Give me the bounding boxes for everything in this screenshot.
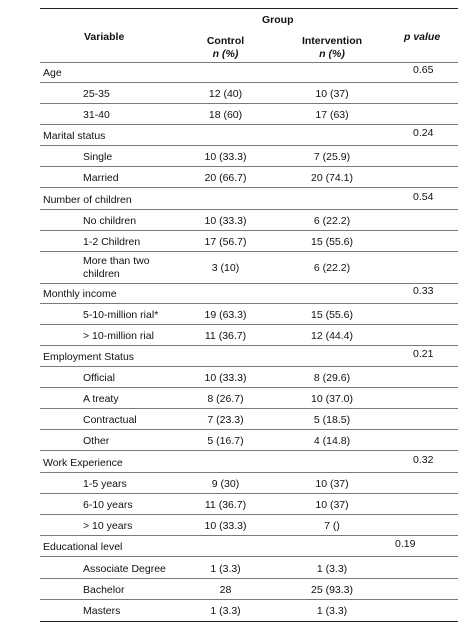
row-label: Other xyxy=(83,435,110,447)
row-divider xyxy=(40,556,458,557)
row-divider xyxy=(40,450,458,451)
control-value: 8 (26.7) xyxy=(207,393,244,405)
intervention-value: 1 (3.3) xyxy=(316,563,348,575)
row-divider xyxy=(40,303,458,304)
row-label: More than two children xyxy=(83,255,150,280)
row-label: A treaty xyxy=(83,393,119,405)
table-bottom-rule xyxy=(40,621,458,622)
row-divider xyxy=(40,472,458,473)
row-divider xyxy=(40,599,458,600)
control-value: 12 (40) xyxy=(208,88,243,100)
intervention-value: 7 (25.9) xyxy=(313,151,351,163)
row-divider xyxy=(40,514,458,515)
intervention-value: 10 (37) xyxy=(315,88,349,100)
intervention-value: 10 (37) xyxy=(315,499,349,511)
control-value: 10 (33.3) xyxy=(204,520,247,532)
control-value: 9 (30) xyxy=(211,478,240,490)
section-label-age: Age xyxy=(43,67,62,79)
control-value: 1 (3.3) xyxy=(210,563,241,575)
intervention-value: 10 (37.0) xyxy=(310,393,354,405)
section-label-work-experience: Work Experience xyxy=(43,457,123,469)
control-value: 7 (23.3) xyxy=(207,414,244,426)
row-divider xyxy=(40,230,458,231)
row-divider xyxy=(40,535,458,536)
row-divider xyxy=(40,103,458,104)
row-divider xyxy=(40,124,458,125)
row-divider xyxy=(40,366,458,367)
intervention-value: 8 (29.6) xyxy=(313,372,351,384)
p-value-marital-status: 0.24 xyxy=(413,127,434,139)
row-divider xyxy=(40,145,458,146)
row-label: Bachelor xyxy=(83,584,125,596)
row-label: Married xyxy=(83,172,119,184)
intervention-value: 5 (18.5) xyxy=(313,414,351,426)
control-value: 10 (33.3) xyxy=(204,215,247,227)
p-value-number-of-children: 0.54 xyxy=(413,191,434,203)
intervention-value: 7 () xyxy=(324,520,340,532)
section-label-employment-status: Employment Status xyxy=(43,351,135,363)
row-label: 1-5 years xyxy=(83,478,127,490)
control-value: 17 (56.7) xyxy=(204,236,247,248)
control-header: Control xyxy=(206,35,245,47)
p-value-monthly-income: 0.33 xyxy=(413,285,434,297)
intervention-value: 17 (63) xyxy=(315,109,349,121)
row-divider xyxy=(40,166,458,167)
row-label: 6-10 years xyxy=(83,499,133,511)
table-top-rule xyxy=(40,8,458,9)
row-divider xyxy=(40,429,458,430)
row-divider xyxy=(40,345,458,346)
intervention-value: 1 (3.3) xyxy=(316,605,348,617)
row-label: 1-2 Children xyxy=(83,236,141,248)
row-label: 5-10-million rial* xyxy=(83,309,159,321)
control-value: 3 (10) xyxy=(211,262,240,274)
row-divider xyxy=(40,82,458,83)
control-value: 11 (36.7) xyxy=(204,330,247,342)
intervention-value: 4 (14.8) xyxy=(313,435,351,447)
section-label-monthly-income: Monthly income xyxy=(43,288,117,300)
intervention-value: 10 (37) xyxy=(315,478,349,490)
section-label-number-of-children: Number of children xyxy=(43,194,132,206)
row-divider xyxy=(40,62,458,63)
intervention-value: 25 (93.3) xyxy=(310,584,354,596)
control-value: 10 (33.3) xyxy=(204,372,247,384)
p-value-employment-status: 0.21 xyxy=(413,348,434,360)
intervention-value: 20 (74.1) xyxy=(310,172,354,184)
section-label-educational-level: Educational level xyxy=(43,541,123,553)
intervention-value: 12 (44.4) xyxy=(310,330,354,342)
control-value: 20 (66.7) xyxy=(204,172,247,184)
control-value: 19 (63.3) xyxy=(204,309,247,321)
p-value-header: p value xyxy=(404,31,441,43)
control-value: 1 (3.3) xyxy=(210,605,241,617)
row-divider xyxy=(40,324,458,325)
control-n-pct-header: n (%) xyxy=(212,48,239,60)
row-divider xyxy=(40,578,458,579)
row-label: Single xyxy=(83,151,113,163)
group-header: Group xyxy=(262,14,294,26)
row-divider xyxy=(40,187,458,188)
intervention-value: 6 (22.2) xyxy=(313,262,351,274)
row-label: 25-35 xyxy=(83,88,110,100)
row-label: Official xyxy=(83,372,115,384)
row-divider xyxy=(40,387,458,388)
control-value: 11 (36.7) xyxy=(204,499,247,511)
row-divider xyxy=(40,283,458,284)
intervention-header: Intervention xyxy=(301,35,363,47)
control-value: 18 (60) xyxy=(208,109,243,121)
p-value-age: 0.65 xyxy=(413,64,434,76)
control-value: 28 xyxy=(219,584,232,596)
control-value: 5 (16.7) xyxy=(207,435,244,447)
control-value: 10 (33.3) xyxy=(204,151,247,163)
intervention-value: 6 (22.2) xyxy=(313,215,351,227)
row-label: No children xyxy=(83,215,137,227)
row-label: > 10 years xyxy=(83,520,133,532)
section-label-marital-status: Marital status xyxy=(43,130,106,142)
row-label: Masters xyxy=(83,605,121,617)
p-value-work-experience: 0.32 xyxy=(413,454,434,466)
row-divider xyxy=(40,408,458,409)
row-divider xyxy=(40,209,458,210)
intervention-value: 15 (55.6) xyxy=(310,236,354,248)
row-label: Associate Degree xyxy=(83,563,166,575)
row-divider xyxy=(40,251,458,252)
intervention-value: 15 (55.6) xyxy=(310,309,354,321)
row-label: > 10-million rial xyxy=(83,330,154,342)
row-divider xyxy=(40,493,458,494)
row-label: 31-40 xyxy=(83,109,110,121)
intervention-n-pct-header: n (%) xyxy=(319,48,345,60)
p-value-educational-level: 0.19 xyxy=(395,538,416,550)
variable-header: Variable xyxy=(84,31,125,43)
row-label: Contractual xyxy=(83,414,137,426)
